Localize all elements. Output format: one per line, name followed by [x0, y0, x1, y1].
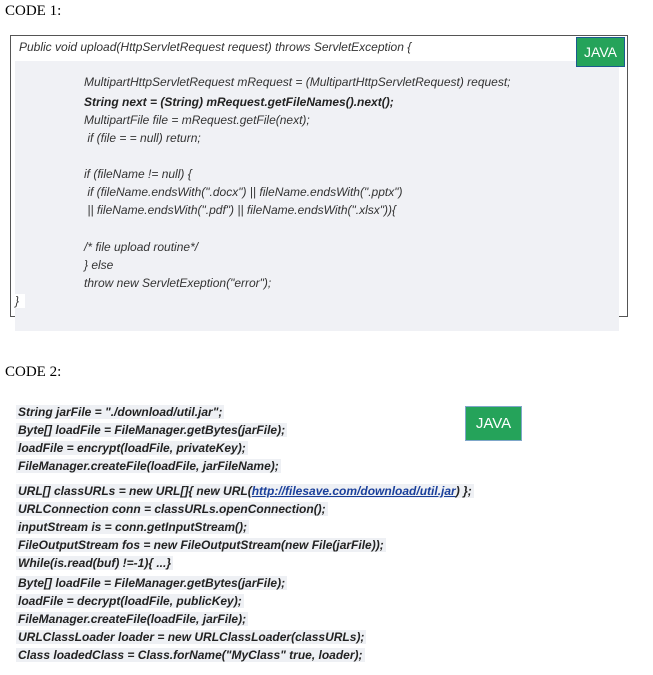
jar-download-link[interactable]: http://filesave.com/download/util.jar: [251, 484, 456, 498]
code2-language-badge: JAVA: [465, 406, 522, 441]
code2-line: String jarFile = "./download/util.jar";: [18, 405, 223, 419]
code1-line: } else: [84, 258, 114, 272]
code2-line: [16, 484, 474, 498]
code1-language-badge: JAVA: [576, 37, 625, 67]
code1-closing-brace: }: [15, 294, 25, 308]
code1-line: String next = (String) mRequest.getFileNames().next();: [84, 95, 394, 109]
code1-line: MultipartHttpServletRequest mRequest = (MultipartHttpServletRequest) request;: [84, 75, 511, 89]
code2-line: FileManager.createFile(loadFile, jarFile);: [18, 612, 247, 626]
code2-line: FileManager.createFile(loadFile, jarFileName);: [18, 459, 279, 473]
code2-line: FileOutputStream fos = new FileOutputStream(new File(jarFile));: [18, 538, 384, 552]
code1-line: MultipartFile file = mRequest.getFile(next);: [84, 113, 310, 127]
code2-line: URLClassLoader loader = new URLClassLoader(classURLs);: [18, 630, 365, 644]
code2-heading: CODE 2:: [5, 364, 62, 380]
code1-line: || fileName.endsWith(".pdf") || fileName.endsWith(".xlsx")){: [84, 203, 397, 217]
code2-line: Byte[] loadFile = FileManager.getBytes(jarFile);: [18, 423, 286, 437]
code1-signature: Public void upload(HttpServletRequest request) throws ServletException {: [19, 40, 412, 54]
code2-line: inputStream is = conn.getInputStream();: [18, 520, 248, 534]
code2-line: Byte[] loadFile = FileManager.getBytes(jarFile);: [18, 576, 286, 590]
code1-line: /* file upload routine*/: [84, 240, 199, 254]
code1-line: throw new ServletExeption("error");: [84, 276, 272, 290]
code1-line: if (file = = null) return;: [84, 131, 201, 145]
code2-text: URL[] classURLs = new URL[]{ new URL(: [18, 484, 252, 498]
code1-heading: CODE 1:: [5, 3, 62, 19]
code2-line: loadFile = decrypt(loadFile, publicKey);: [18, 594, 242, 608]
code1-line: if (fileName != null) {: [84, 167, 192, 181]
code2-line: loadFile = encrypt(loadFile, privateKey);: [18, 441, 246, 455]
code2-line: URLConnection conn = classURLs.openConnection();: [18, 502, 326, 516]
code2-line: Class loadedClass = Class.forName("MyClass" true, loader);: [18, 648, 363, 662]
code1-line: if (fileName.endsWith(".docx") || fileName.endsWith(".pptx"): [84, 185, 403, 199]
code2-line: While(is.read(buf) !=-1){ ...}: [18, 556, 172, 570]
code2-text: ) };: [455, 484, 472, 498]
